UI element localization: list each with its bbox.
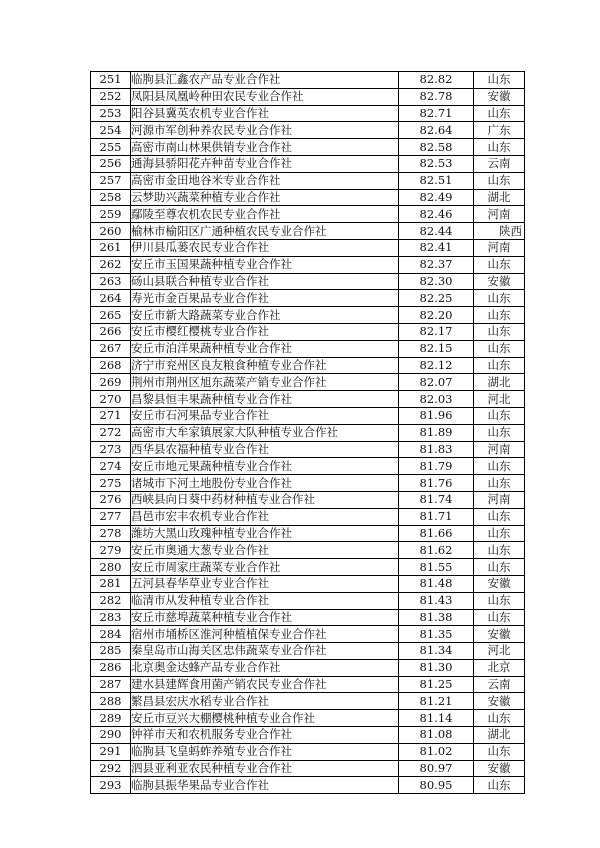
- rank-cell: 272: [91, 424, 131, 441]
- table-row: [91, 575, 525, 592]
- rank-cell: 253: [91, 105, 131, 122]
- table-row: [91, 290, 525, 307]
- province-cell: 山东: [474, 357, 525, 374]
- cooperative-name-cell: 河源市军创种养农民专业合作社: [131, 122, 399, 139]
- cooperative-name-cell: 安丘市豆兴大棚樱桃种植专业合作社: [131, 710, 399, 727]
- province-cell: 北京: [474, 659, 525, 676]
- score-cell: 81.71: [399, 508, 474, 525]
- score-cell: 81.25: [399, 676, 474, 693]
- province-cell: 河北: [474, 391, 525, 408]
- score-cell: 82.46: [399, 206, 474, 223]
- cooperative-name-cell: 建水县建辉食用菌产销农民专业合作社: [131, 676, 399, 693]
- rank-cell: 284: [91, 626, 131, 643]
- province-cell: 山东: [474, 508, 525, 525]
- cooperative-name-cell: 安丘市樱红樱桃专业合作社: [131, 323, 399, 340]
- table-row: [91, 239, 525, 256]
- table-row: [91, 743, 525, 760]
- rank-cell: 290: [91, 727, 131, 744]
- rank-cell: 271: [91, 407, 131, 424]
- rank-cell: 256: [91, 155, 131, 172]
- rank-cell: 263: [91, 273, 131, 290]
- table-row: [91, 139, 525, 156]
- cooperative-name-cell: 安丘市慈埠蔬菜种植专业合作社: [131, 609, 399, 626]
- rank-cell: 274: [91, 458, 131, 475]
- rank-cell: 270: [91, 391, 131, 408]
- table-row: [91, 609, 525, 626]
- cooperative-name-cell: 五河县春华草业专业合作社: [131, 575, 399, 592]
- score-cell: 80.97: [399, 760, 474, 777]
- rank-cell: 283: [91, 609, 131, 626]
- province-cell: 山东: [474, 475, 525, 492]
- table-row: [91, 710, 525, 727]
- province-cell: 云南: [474, 676, 525, 693]
- score-cell: 82.12: [399, 357, 474, 374]
- rank-cell: 262: [91, 256, 131, 273]
- cooperative-ranking-table: [90, 71, 525, 794]
- rank-cell: 289: [91, 710, 131, 727]
- cooperative-name-cell: 西峡县向日葵中药材种植专业合作社: [131, 491, 399, 508]
- province-cell: 山东: [474, 458, 525, 475]
- score-cell: 80.95: [399, 777, 474, 794]
- score-cell: 81.48: [399, 575, 474, 592]
- province-cell: 山东: [474, 323, 525, 340]
- score-cell: 81.76: [399, 475, 474, 492]
- cooperative-name-cell: 宿州市埇桥区淮河种植植保专业合作社: [131, 626, 399, 643]
- table-row: [91, 643, 525, 660]
- province-cell: 山东: [474, 407, 525, 424]
- province-cell: 山东: [474, 340, 525, 357]
- table-row: [91, 542, 525, 559]
- province-cell: 山东: [474, 72, 525, 89]
- score-cell: 81.08: [399, 727, 474, 744]
- rank-cell: 278: [91, 525, 131, 542]
- rank-cell: 292: [91, 760, 131, 777]
- rank-cell: 285: [91, 643, 131, 660]
- cooperative-name-cell: 寿光市金百果品专业合作社: [131, 290, 399, 307]
- score-cell: 81.62: [399, 542, 474, 559]
- table-row: [91, 357, 525, 374]
- cooperative-name-cell: 安丘市奥通大葱专业合作社: [131, 542, 399, 559]
- cooperative-name-cell: 安丘市泊洋果蔬种植专业合作社: [131, 340, 399, 357]
- rank-cell: 277: [91, 508, 131, 525]
- cooperative-name-cell: 伊川县瓜蒌农民专业合作社: [131, 239, 399, 256]
- score-cell: 81.66: [399, 525, 474, 542]
- cooperative-name-cell: 昌黎县恒丰果蔬种植专业合作社: [131, 391, 399, 408]
- table-row: [91, 676, 525, 693]
- rank-cell: 257: [91, 172, 131, 189]
- rank-cell: 291: [91, 743, 131, 760]
- rank-cell: 275: [91, 475, 131, 492]
- rank-cell: 259: [91, 206, 131, 223]
- score-cell: 82.58: [399, 139, 474, 156]
- province-cell: 安徽: [474, 693, 525, 710]
- rank-cell: 266: [91, 323, 131, 340]
- score-cell: 82.82: [399, 72, 474, 89]
- province-cell: 山东: [474, 525, 525, 542]
- cooperative-name-cell: 秦皇岛市山海关区忠伟蔬菜专业合作社: [131, 643, 399, 660]
- table-row: [91, 105, 525, 122]
- cooperative-name-cell: 高密市大牟家镇展家大队种植专业合作社: [131, 424, 399, 441]
- province-cell: 山东: [474, 290, 525, 307]
- cooperative-name-cell: 高密市南山林果供销专业合作社: [131, 139, 399, 156]
- rank-cell: 287: [91, 676, 131, 693]
- table-row: [91, 475, 525, 492]
- cooperative-name-cell: 繁昌县宏庆水稻专业合作社: [131, 693, 399, 710]
- cooperative-name-cell: 泗县亚利亚农民种植专业合作社: [131, 760, 399, 777]
- table-row: [91, 760, 525, 777]
- table-row: [91, 407, 525, 424]
- rank-cell: 286: [91, 659, 131, 676]
- province-cell: 湖北: [474, 189, 525, 206]
- province-cell: 山东: [474, 105, 525, 122]
- score-cell: 81.34: [399, 643, 474, 660]
- province-cell: 安徽: [474, 273, 525, 290]
- score-cell: 81.30: [399, 659, 474, 676]
- cooperative-name-cell: 砀山县联合种植专业合作社: [131, 273, 399, 290]
- rank-cell: 280: [91, 559, 131, 576]
- cooperative-name-cell: 钟祥市天和农机服务专业合作社: [131, 727, 399, 744]
- cooperative-name-cell: 北京奥金达蜂产品专业合作社: [131, 659, 399, 676]
- cooperative-name-cell: 荆州市荆州区旭东蔬菜产销专业合作社: [131, 374, 399, 391]
- province-cell: 山东: [474, 307, 525, 324]
- score-cell: 81.83: [399, 441, 474, 458]
- table-row: [91, 441, 525, 458]
- rank-cell: 258: [91, 189, 131, 206]
- province-cell: 山东: [474, 172, 525, 189]
- table-row: [91, 122, 525, 139]
- province-cell: 山东: [474, 777, 525, 794]
- province-cell: 安徽: [474, 575, 525, 592]
- province-cell: 山东: [474, 542, 525, 559]
- table-row: [91, 659, 525, 676]
- table-row: [91, 307, 525, 324]
- table-row: [91, 374, 525, 391]
- rank-cell: 261: [91, 239, 131, 256]
- province-cell: 安徽: [474, 626, 525, 643]
- score-cell: 82.41: [399, 239, 474, 256]
- table-row: [91, 559, 525, 576]
- cooperative-name-cell: 安丘市周家庄蔬菜专业合作社: [131, 559, 399, 576]
- table-row: [91, 273, 525, 290]
- rank-cell: 260: [91, 223, 131, 240]
- cooperative-name-cell: 鄢陵至尊农机农民专业合作社: [131, 206, 399, 223]
- score-cell: 81.43: [399, 592, 474, 609]
- cooperative-name-cell: 榆林市榆阳区广通种植农民专业合作社: [131, 223, 399, 240]
- province-cell: 山东: [474, 592, 525, 609]
- cooperative-name-cell: 临清市从发种植专业合作社: [131, 592, 399, 609]
- score-cell: 81.89: [399, 424, 474, 441]
- rank-cell: 267: [91, 340, 131, 357]
- rank-cell: 281: [91, 575, 131, 592]
- province-cell: 山东: [474, 139, 525, 156]
- cooperative-name-cell: 高密市金田地谷米专业合作社: [131, 172, 399, 189]
- table-row: [91, 172, 525, 189]
- province-cell: 云南: [474, 155, 525, 172]
- cooperative-name-cell: 临朐县飞皇蚂蚱养殖专业合作社: [131, 743, 399, 760]
- province-cell: 山东: [474, 424, 525, 441]
- table-row: [91, 155, 525, 172]
- table-row: [91, 323, 525, 340]
- province-cell: 安徽: [474, 88, 525, 105]
- cooperative-name-cell: 安丘市石河果品专业合作社: [131, 407, 399, 424]
- score-cell: 81.02: [399, 743, 474, 760]
- score-cell: 82.30: [399, 273, 474, 290]
- table-row: [91, 424, 525, 441]
- score-cell: 81.35: [399, 626, 474, 643]
- score-cell: 82.78: [399, 88, 474, 105]
- score-cell: 82.07: [399, 374, 474, 391]
- cooperative-name-cell: 临朐县振华果品专业合作社: [131, 777, 399, 794]
- table-row: [91, 777, 525, 794]
- province-cell: 湖北: [474, 727, 525, 744]
- score-cell: 82.49: [399, 189, 474, 206]
- table-row: [91, 508, 525, 525]
- score-cell: 81.55: [399, 559, 474, 576]
- table-row: [91, 256, 525, 273]
- score-cell: 81.14: [399, 710, 474, 727]
- table-row: [91, 491, 525, 508]
- cooperative-name-cell: 安丘市玉国果蔬种植专业合作社: [131, 256, 399, 273]
- table-row: [91, 189, 525, 206]
- score-cell: 82.64: [399, 122, 474, 139]
- score-cell: 81.79: [399, 458, 474, 475]
- rank-cell: 251: [91, 72, 131, 89]
- rank-cell: 273: [91, 441, 131, 458]
- province-cell: 湖北: [474, 374, 525, 391]
- rank-cell: 252: [91, 88, 131, 105]
- score-cell: 82.37: [399, 256, 474, 273]
- province-cell: 广东: [474, 122, 525, 139]
- score-cell: 82.17: [399, 323, 474, 340]
- cooperative-name-cell: 安丘市地元果蔬种植专业合作社: [131, 458, 399, 475]
- province-cell: 陕西: [474, 223, 525, 240]
- score-cell: 81.74: [399, 491, 474, 508]
- cooperative-name-cell: 临朐县汇鑫农产品专业合作社: [131, 72, 399, 89]
- province-cell: 山东: [474, 256, 525, 273]
- cooperative-name-cell: 济宁市兖州区良友粮食种植专业合作社: [131, 357, 399, 374]
- rank-cell: 268: [91, 357, 131, 374]
- table-row: [91, 206, 525, 223]
- province-cell: 河南: [474, 491, 525, 508]
- cooperative-name-cell: 凤阳县凤凰岭种田农民专业合作社: [131, 88, 399, 105]
- table-row: [91, 340, 525, 357]
- province-cell: 河南: [474, 441, 525, 458]
- table-row: [91, 458, 525, 475]
- score-cell: 82.15: [399, 340, 474, 357]
- table-row: [91, 693, 525, 710]
- score-cell: 82.44: [399, 223, 474, 240]
- table-body: [91, 72, 525, 794]
- cooperative-name-cell: 通海县骄阳花卉种苗专业合作社: [131, 155, 399, 172]
- province-cell: 山东: [474, 743, 525, 760]
- table-row: [91, 525, 525, 542]
- rank-cell: 265: [91, 307, 131, 324]
- table-row: [91, 72, 525, 89]
- rank-cell: 255: [91, 139, 131, 156]
- score-cell: 82.53: [399, 155, 474, 172]
- table-row: [91, 223, 525, 240]
- cooperative-name-cell: 云梦助兴蔬菜种植专业合作社: [131, 189, 399, 206]
- cooperative-name-cell: 诸城市下河土地股份专业合作社: [131, 475, 399, 492]
- table-row: [91, 626, 525, 643]
- province-cell: 安徽: [474, 760, 525, 777]
- score-cell: 82.51: [399, 172, 474, 189]
- rank-cell: 279: [91, 542, 131, 559]
- province-cell: 河北: [474, 643, 525, 660]
- rank-cell: 254: [91, 122, 131, 139]
- table-row: [91, 727, 525, 744]
- score-cell: 82.20: [399, 307, 474, 324]
- province-cell: 山东: [474, 559, 525, 576]
- rank-cell: 293: [91, 777, 131, 794]
- rank-cell: 282: [91, 592, 131, 609]
- score-cell: 82.03: [399, 391, 474, 408]
- rank-cell: 288: [91, 693, 131, 710]
- province-cell: 河南: [474, 239, 525, 256]
- cooperative-name-cell: 西华县农福种植专业合作社: [131, 441, 399, 458]
- table-row: [91, 391, 525, 408]
- rank-cell: 264: [91, 290, 131, 307]
- rank-cell: 276: [91, 491, 131, 508]
- cooperative-name-cell: 潍坊大黑山玫瑰种植专业合作社: [131, 525, 399, 542]
- score-cell: 82.25: [399, 290, 474, 307]
- score-cell: 81.38: [399, 609, 474, 626]
- province-cell: 山东: [474, 609, 525, 626]
- score-cell: 81.21: [399, 693, 474, 710]
- table-row: [91, 592, 525, 609]
- table-row: [91, 88, 525, 105]
- cooperative-name-cell: 昌邑市宏丰农机专业合作社: [131, 508, 399, 525]
- cooperative-name-cell: 安丘市新大路蔬菜专业合作社: [131, 307, 399, 324]
- province-cell: 河南: [474, 206, 525, 223]
- score-cell: 82.71: [399, 105, 474, 122]
- province-cell: 山东: [474, 710, 525, 727]
- score-cell: 81.96: [399, 407, 474, 424]
- cooperative-name-cell: 阳谷县冀英农机专业合作社: [131, 105, 399, 122]
- rank-cell: 269: [91, 374, 131, 391]
